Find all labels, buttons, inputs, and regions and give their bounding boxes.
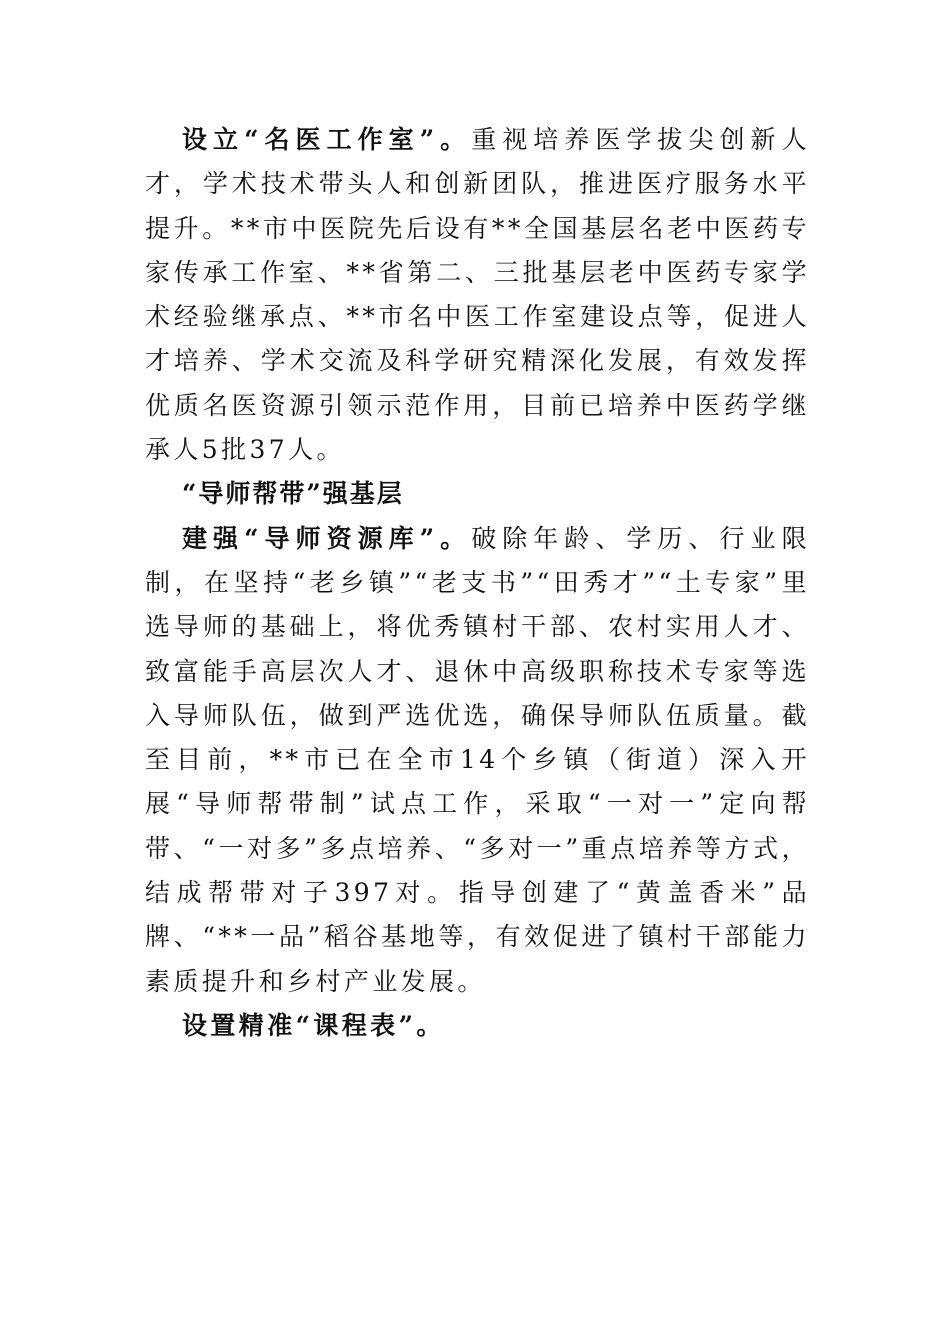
paragraph-lead: 设立“名医工作室”。 — [182, 125, 472, 154]
paragraph-mentor-resource-pool — [145, 517, 810, 1004]
paragraph-lead: 建强“导师资源库”。 — [182, 523, 472, 553]
paragraph-famous-doctor-studio — [145, 118, 810, 472]
paragraph-curriculum — [145, 1004, 810, 1048]
paragraph-text: 破除年龄、学历、行业限制，在坚持“老乡镇”“老支书”“田秀才”“土专家”里选导师的基础上，将优秀镇村干部、农村实用人才、致富能手高层次人才、退休中高级职称技术专家等选入导师队伍，做到严选优选，确保导师队伍质量。截至目前，**市已在全市14个乡镇（街道）深入开展“导师帮带制”试点工作，采取“一对一”定向帮带、“一对多”多点培养、“多对一”重点培养等方式，结成帮带对子397对。指导创建了“黄盖香米”品牌、“**一品”稻谷基地等，有效促进了镇村干部能力素质提升和乡村产业发展。 — [145, 523, 811, 996]
document-body — [145, 118, 810, 1048]
paragraph-lead: 设置精准“课程表”。 — [182, 1010, 445, 1040]
paragraph-text: 重视培养医学拔尖创新人才，学术技术带头人和创新团队，推进医疗服务水平提升。**市中医院先后设有**全国基层名老中医药专家传承工作室、**省第二、三批基层老中医药专家学术经验继承点、**市名中医工作室建设点等，促进人才培养、学术交流及科学研究精深化发展，有效发挥优质名医资源引领示范作用，目前已培养中医药学继承人5批37人。 — [145, 125, 811, 465]
section-heading — [145, 472, 810, 516]
section-heading-text: “导师帮带”强基层 — [182, 479, 404, 509]
